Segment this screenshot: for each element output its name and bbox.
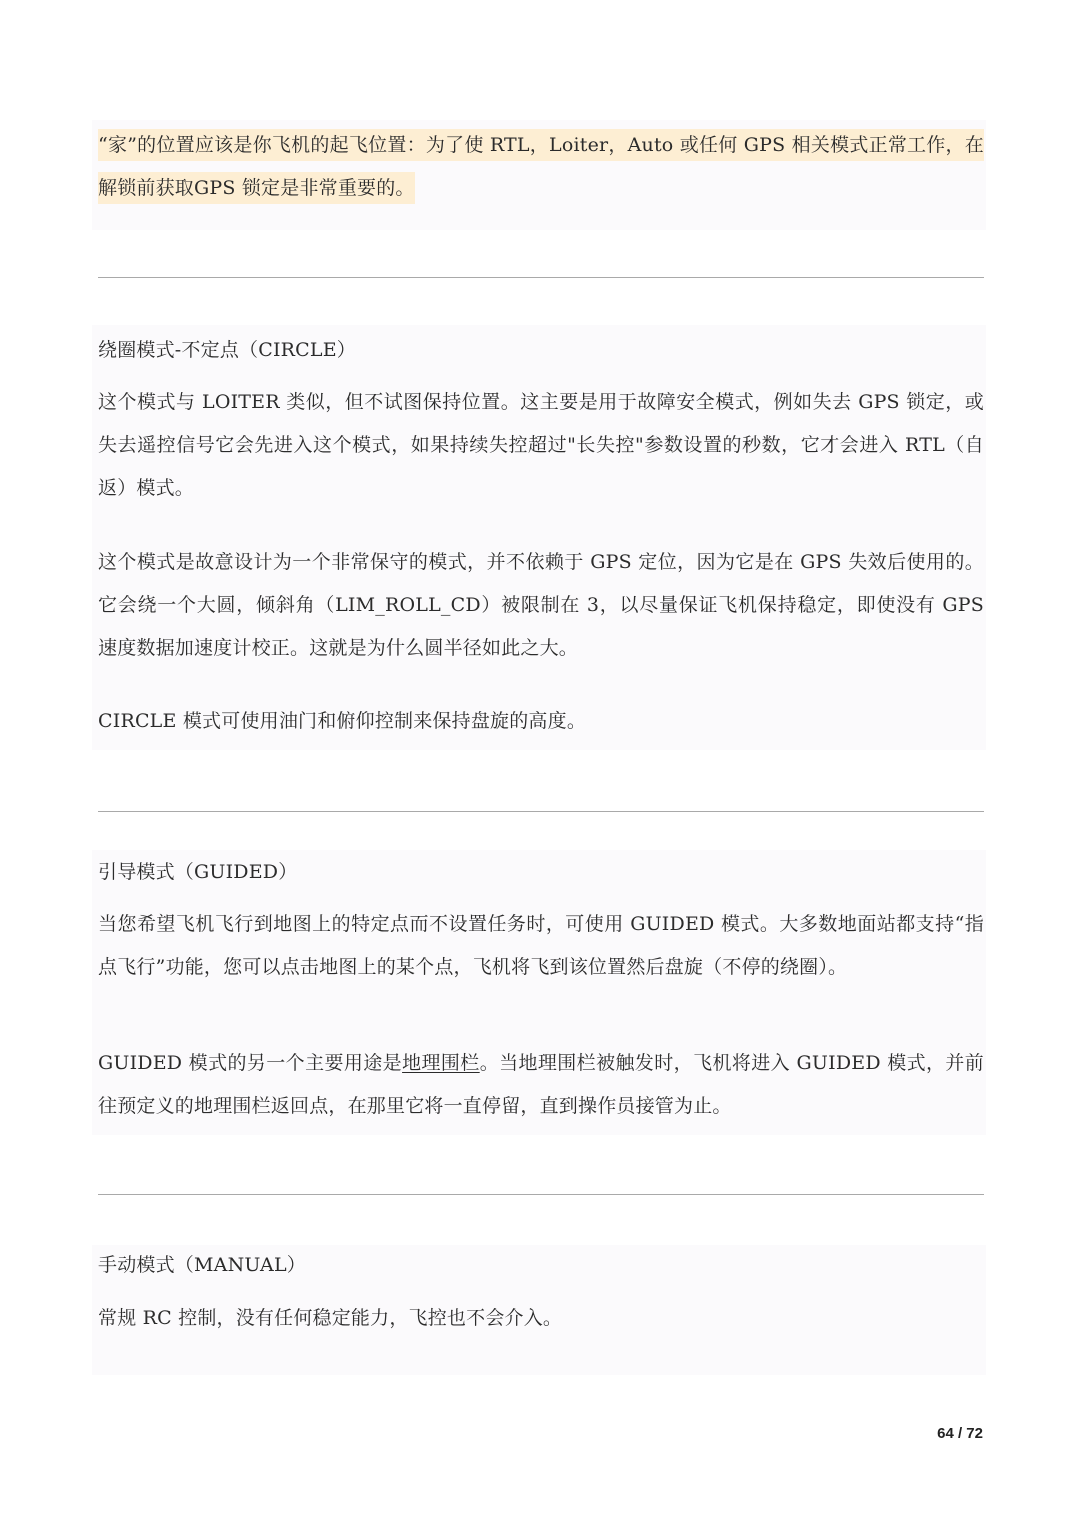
circle-paragraph-3: CIRCLE 模式可使用油门和俯仰控制来保持盘旋的高度。	[98, 710, 587, 732]
geofence-link[interactable]: 地理围栏	[402, 1052, 480, 1074]
guided-paragraph-2	[98, 1042, 984, 1128]
section-divider	[98, 277, 984, 278]
manual-paragraph-1: 常规 RC 控制，没有任何稳定能力，飞控也不会介入。	[98, 1307, 563, 1329]
guided-paragraph-1: 当您希望飞机飞行到地图上的特定点而不设置任务时，可使用 GUIDED 模式。大多数地面站都支持“指点飞行”功能，您可以点击地图上的某个点，飞机将飞到该位置然后盘旋（不停的绕圈）。	[98, 913, 984, 978]
intro-paragraph	[98, 124, 984, 210]
guided-mode-heading: 引导模式（GUIDED）	[98, 861, 298, 883]
circle-paragraph-2: 这个模式是故意设计为一个非常保守的模式，并不依赖于 GPS 定位，因为它是在 GPS 失效后使用的。它会绕一个大圆，倾斜角（LIM_ROLL_CD）被限制在 3，以尽量保证飞机保持稳定，即使没有 GPS 速度数据加速度计校正。这就是为什么圆半径如此之大。	[98, 551, 984, 659]
circle-paragraph-1: 这个模式与 LOITER 类似，但不试图保持位置。这主要是用于故障安全模式，例如失去 GPS 锁定，或失去遥控信号它会先进入这个模式，如果持续失控超过"长失控"参数设置的秒数，它才会进入 RTL（自返）模式。	[98, 391, 984, 499]
section-divider	[98, 1194, 984, 1195]
circle-mode-heading: 绕圈模式-不定点（CIRCLE）	[98, 339, 356, 361]
intro-highlight: “家”的位置应该是你飞机的起飞位置：为了使 RTL，Loiter，Auto 或任何 GPS 相关模式正常工作，在解锁前获取GPS 锁定是非常重要的。	[98, 129, 984, 204]
page-indicator: 64 / 72	[937, 1425, 983, 1442]
guided-paragraph-2-end: 。当地理围栏被触发时，飞机将进入 GUIDED 模式，并前往预定义的地理围栏返回点，在那里它将一直停留，直到操作员接管为止。	[98, 1052, 984, 1117]
section-divider	[98, 811, 984, 812]
manual-mode-heading: 手动模式（MANUAL）	[98, 1254, 306, 1276]
guided-paragraph-2-start: GUIDED 模式的另一个主要用途是	[98, 1052, 403, 1074]
